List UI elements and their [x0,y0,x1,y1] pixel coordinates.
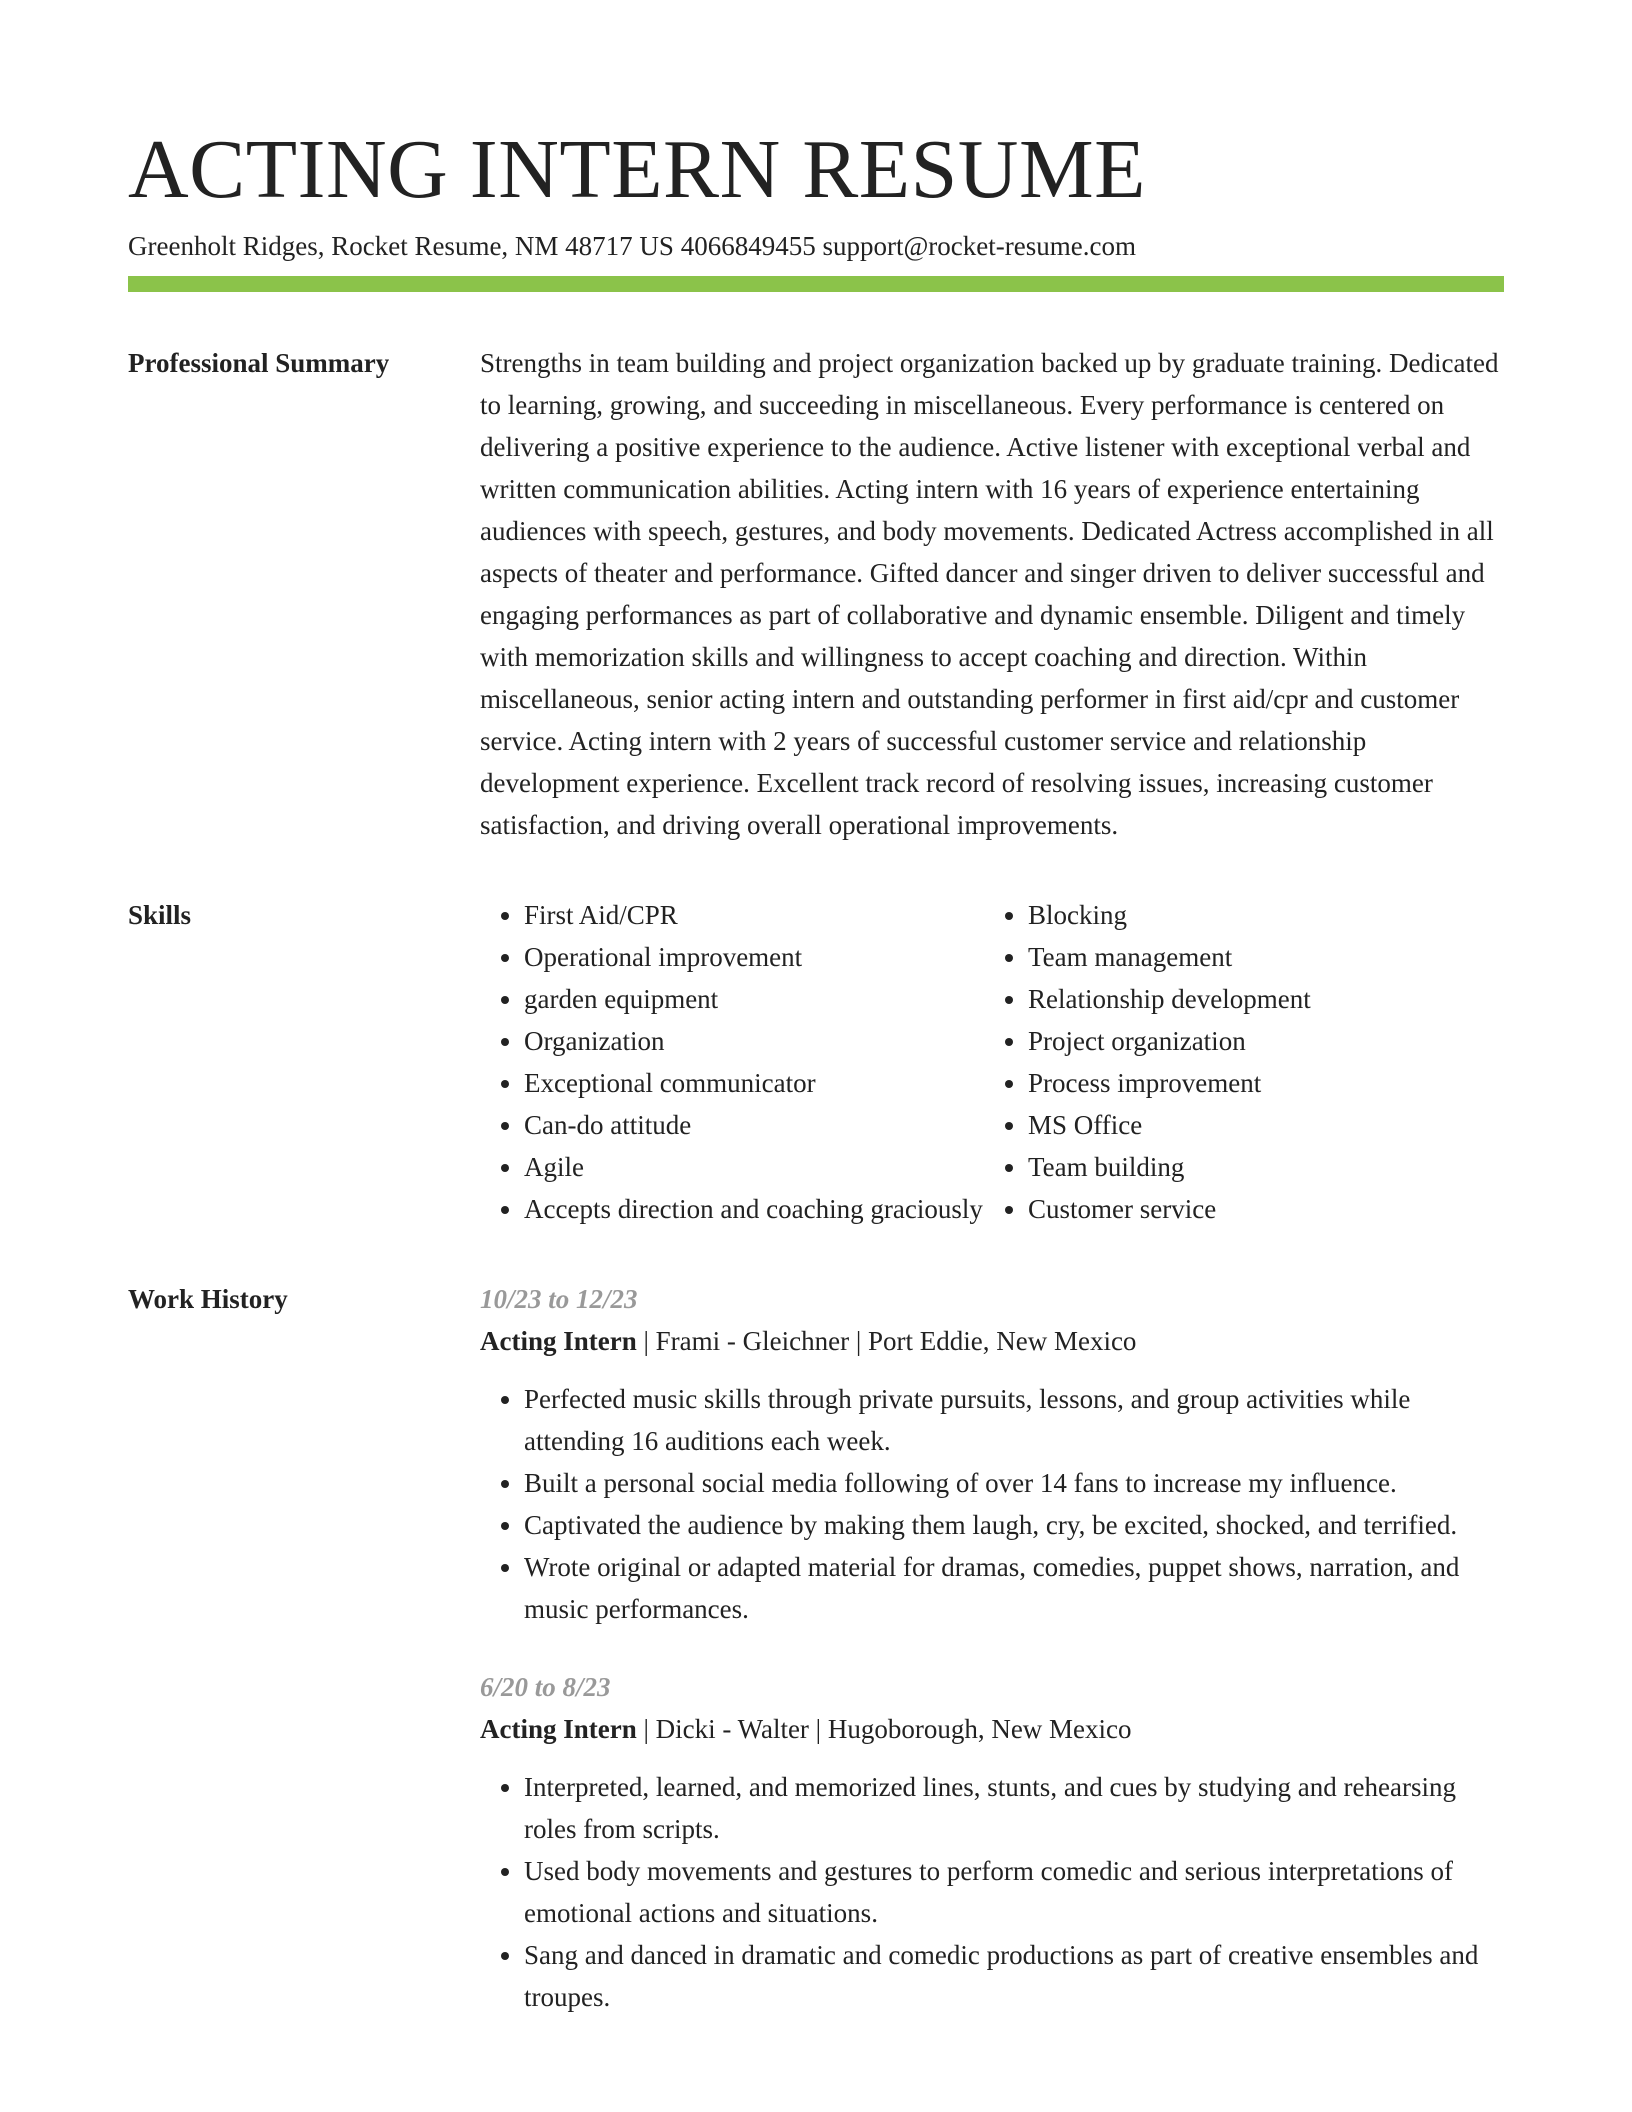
job-bullet: • Wrote original or adapted material for dramas, comedies, puppet shows, narration, and music performances. [524,1546,1504,1630]
job-heading [480,1708,1504,1750]
skill-item: • Agile [524,1146,984,1188]
skill-item: • Customer service [1028,1188,1444,1230]
skill-item: • Operational improvement [524,936,984,978]
resume-title: ACTING INTERN RESUME [128,123,1146,216]
skill-item: • Team building [1028,1146,1444,1188]
skill-item: • Relationship development [1028,978,1444,1020]
job-dates: 10/23 to 12/23 [480,1284,638,1314]
job-bullet: • Built a personal social media following of over 14 fans to increase my influence. [524,1462,1504,1504]
contact-line: Greenholt Ridges, Rocket Resume, NM 48717 US 4066849455 support@rocket-resume.com [128,231,1136,261]
job-details: | Dicki - Walter | Hugoborough, New Mexico [636,1714,1132,1744]
resume-page [128,122,1504,2018]
section-heading-work-history: Work History [128,1284,288,1314]
summary-text: Strengths in team building and project organization backed up by graduate training. Dedicated to learning, growing, and succeeding in miscellaneous. Every performance is centered on delivering a positive experience to the audience. Active listener with exceptional verbal and written communication abilities. Acting intern with 16 years of experience entertaining audiences with speech, gestures, and body movements. Dedicated Actress accomplished in all aspects of theater and performance. Gifted dancer and singer driven to deliver successful and engaging performances as part of collaborative and dynamic ensemble. Diligent and timely with memorization skills and willingness to accept coaching and direction. Within miscellaneous, senior acting intern and outstanding performer in first aid/cpr and customer service. Acting intern with 2 years of successful customer service and relationship development experience. Excellent track record of resolving issues, increasing customer satisfaction, and driving overall operational improvements. [480,348,1499,840]
skill-item: • Team management [1028,936,1444,978]
professional-summary-section [128,342,1504,846]
skill-item: • Accepts direction and coaching graciously [524,1188,984,1230]
job-bullet: • Used body movements and gestures to perform comedic and serious interpretations of emotional actions and situations. [524,1850,1504,1934]
job-dates: 6/20 to 8/23 [480,1672,611,1702]
job-entry [480,1666,1504,2018]
job-heading [480,1320,1504,1362]
skills-list-left [480,894,984,1230]
header-divider [128,276,1504,292]
job-entry [480,1278,1504,1630]
skills-section [128,894,1504,1230]
job-bullet: • Perfected music skills through private pursuits, lessons, and group activities while attending 16 auditions each week. [524,1378,1504,1462]
job-title: Acting Intern [480,1326,637,1356]
skill-item: • MS Office [1028,1104,1444,1146]
job-bullet: • Sang and danced in dramatic and comedic productions as part of creative ensembles and troupes. [524,1934,1504,2018]
job-title: Acting Intern [480,1714,637,1744]
skill-item: • Blocking [1028,894,1444,936]
job-bullets [480,1766,1504,2018]
job-bullet: • Interpreted, learned, and memorized lines, stunts, and cues by studying and rehearsing roles from scripts. [524,1766,1504,1850]
skill-item: • First Aid/CPR [524,894,984,936]
section-heading-skills: Skills [128,900,192,930]
job-details: | Frami - Gleichner | Port Eddie, New Mexico [636,1326,1137,1356]
work-history-section [128,1278,1504,2018]
skill-item: • Project organization [1028,1020,1444,1062]
job-bullet: • Captivated the audience by making them laugh, cry, be excited, shocked, and terrified. [524,1504,1504,1546]
skill-item: • Can-do attitude [524,1104,984,1146]
skill-item: • Organization [524,1020,984,1062]
job-bullets [480,1378,1504,1630]
section-heading-summary: Professional Summary [128,348,390,378]
skill-item: • Exceptional communicator [524,1062,984,1104]
skills-list-right [984,894,1444,1230]
skill-item: • garden equipment [524,978,984,1020]
skill-item: • Process improvement [1028,1062,1444,1104]
